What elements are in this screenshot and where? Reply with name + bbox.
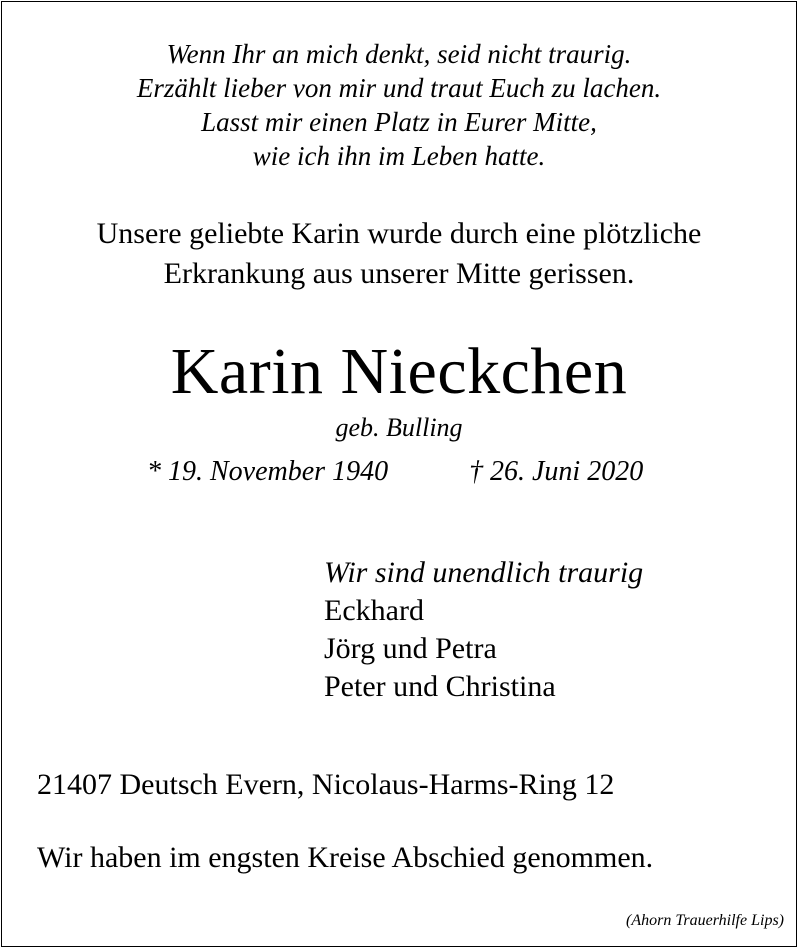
poem-line: Erzählt lieber von mir und traut Euch zu lachen. <box>136 73 662 103</box>
maiden-name: geb. Bulling <box>335 413 463 442</box>
deceased-name: Karin Nieckchen <box>170 335 628 408</box>
mourner-name: Eckhard <box>324 594 424 627</box>
poem-line: Wenn Ihr an mich denkt, seid nicht traurig. <box>166 39 632 69</box>
obituary-notice <box>1 1 797 947</box>
mourner-name: Peter und Christina <box>324 670 556 703</box>
poem-line: wie ich ihn im Leben hatte. <box>252 141 546 171</box>
mourners-block <box>324 554 643 706</box>
mourner-name: Jörg und Petra <box>324 632 497 665</box>
intro-line: Erkrankung aus unserer Mitte gerissen. <box>163 257 635 290</box>
mourners-heading: Wir sind unendlich traurig <box>324 556 644 589</box>
address: 21407 Deutsch Evern, Nicolaus-Harms-Ring 12 <box>37 768 615 801</box>
birth-date: * 19. November 1940 <box>147 456 389 487</box>
poem-line: Lasst mir einen Platz in Eurer Mitte, <box>201 107 597 137</box>
intro-line: Unsere geliebte Karin wurde durch eine plötzliche <box>96 217 702 250</box>
poem <box>2 37 796 173</box>
intro-text <box>2 214 796 294</box>
farewell-note: Wir haben im engsten Kreise Abschied genommen. <box>37 841 654 874</box>
credit: (Ahorn Trauerhilfe Lips) <box>626 912 784 929</box>
death-date: † 26. Juni 2020 <box>469 456 644 487</box>
